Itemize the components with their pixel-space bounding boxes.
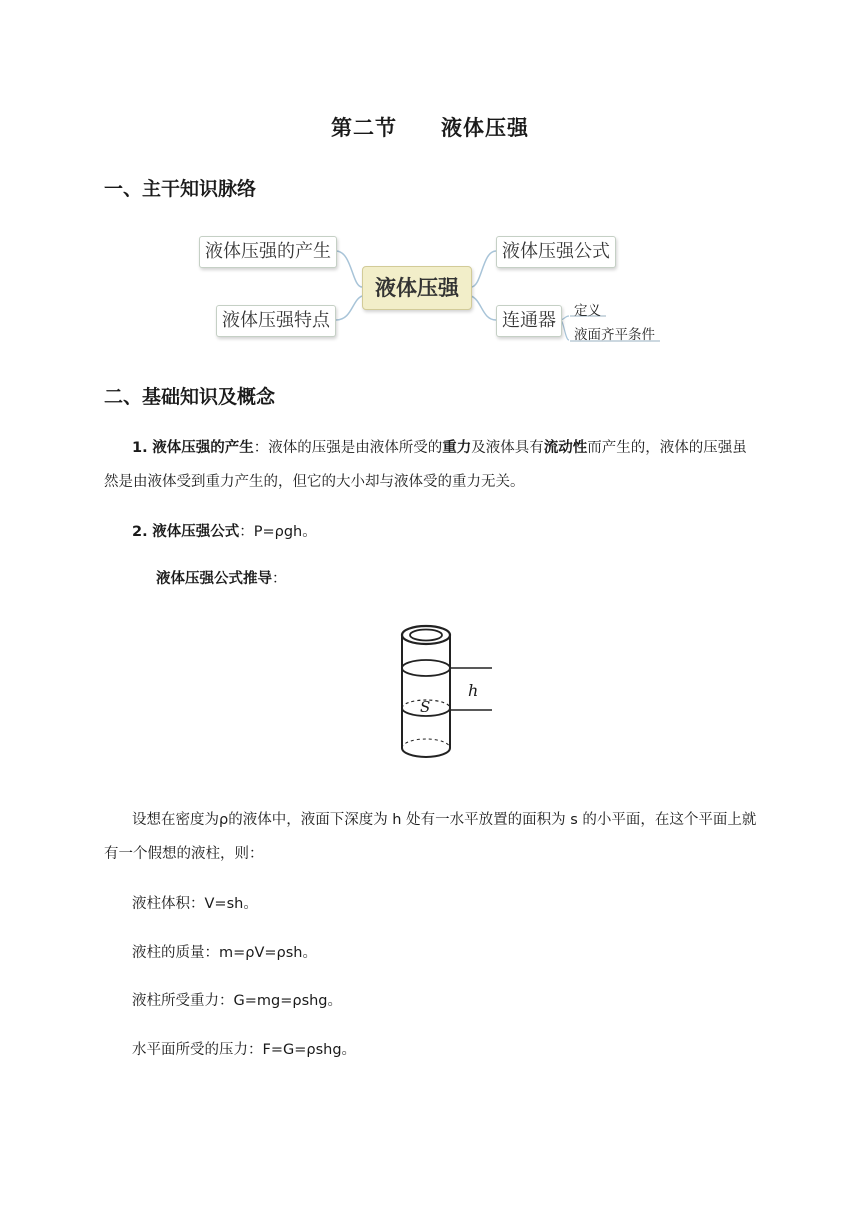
formula-mass: 液柱的质量：m=ρV=ρsh。 — [132, 945, 317, 961]
mindmap-leaf-definition: 定义 — [574, 303, 601, 319]
assumption-paragraph: 设想在密度为ρ的液体中，液面下深度为 h 处有一水平放置的面积为 s 的小平面，在这个平面上就有一个假想的液柱，则： — [104, 812, 757, 862]
mindmap-node-characteristics: 液体压强特点 — [216, 305, 336, 337]
item1-bold-fluidity: 流动性 — [543, 440, 588, 456]
item1-text-2: 及液体具有 — [471, 440, 544, 456]
item1-text-1: ：液体的压强是由液体所受的 — [253, 440, 443, 456]
formula-gravity: 液柱所受重力：G=mg=ρshg。 — [132, 993, 343, 1009]
liquid-column-figure — [386, 618, 506, 768]
mindmap-node-generation: 液体压强的产生 — [199, 236, 337, 268]
mindmap-center-node: 液体压强 — [362, 266, 472, 310]
item1-text-3: 而产生的，液体的压强虽然是由液体受到重力产生的，但它的大小却与液体受的重力无关。 — [104, 440, 747, 490]
section1-heading: 一、主干知识脉络 — [104, 178, 257, 200]
liquid-column-diagram — [386, 618, 506, 768]
item2-number: 2. — [132, 524, 148, 540]
mindmap-node-formula: 液体压强公式 — [496, 236, 616, 268]
section2-heading: 二、基础知识及概念 — [104, 386, 276, 408]
derivation-colon: ： — [272, 571, 287, 587]
derivation-line — [156, 567, 287, 588]
mindmap-leaf-level-condition: 液面齐平条件 — [574, 327, 655, 343]
formula-volume: 液柱体积：V=sh。 — [132, 896, 258, 912]
item1-number: 1. — [132, 440, 148, 456]
item1-paragraph — [104, 431, 760, 499]
item2-line — [132, 520, 317, 541]
derivation-label: 液体压强公式推导 — [156, 571, 272, 587]
title-topic: 液体压强 — [441, 116, 529, 140]
item2-label: 液体压强公式 — [152, 524, 240, 540]
area-label: S — [420, 698, 431, 716]
mindmap-node-communicating-vessel: 连通器 — [496, 305, 562, 337]
mindmap — [0, 0, 860, 360]
height-label: h — [468, 681, 479, 700]
item1-bold-gravity: 重力 — [442, 440, 472, 456]
item2-formula: ：P=ρgh。 — [239, 524, 317, 540]
formula-pressure-force: 水平面所受的压力：F=G=ρshg。 — [132, 1042, 357, 1058]
item1-label: 液体压强的产生 — [152, 440, 254, 456]
title-section-number: 第二节 — [331, 116, 397, 140]
